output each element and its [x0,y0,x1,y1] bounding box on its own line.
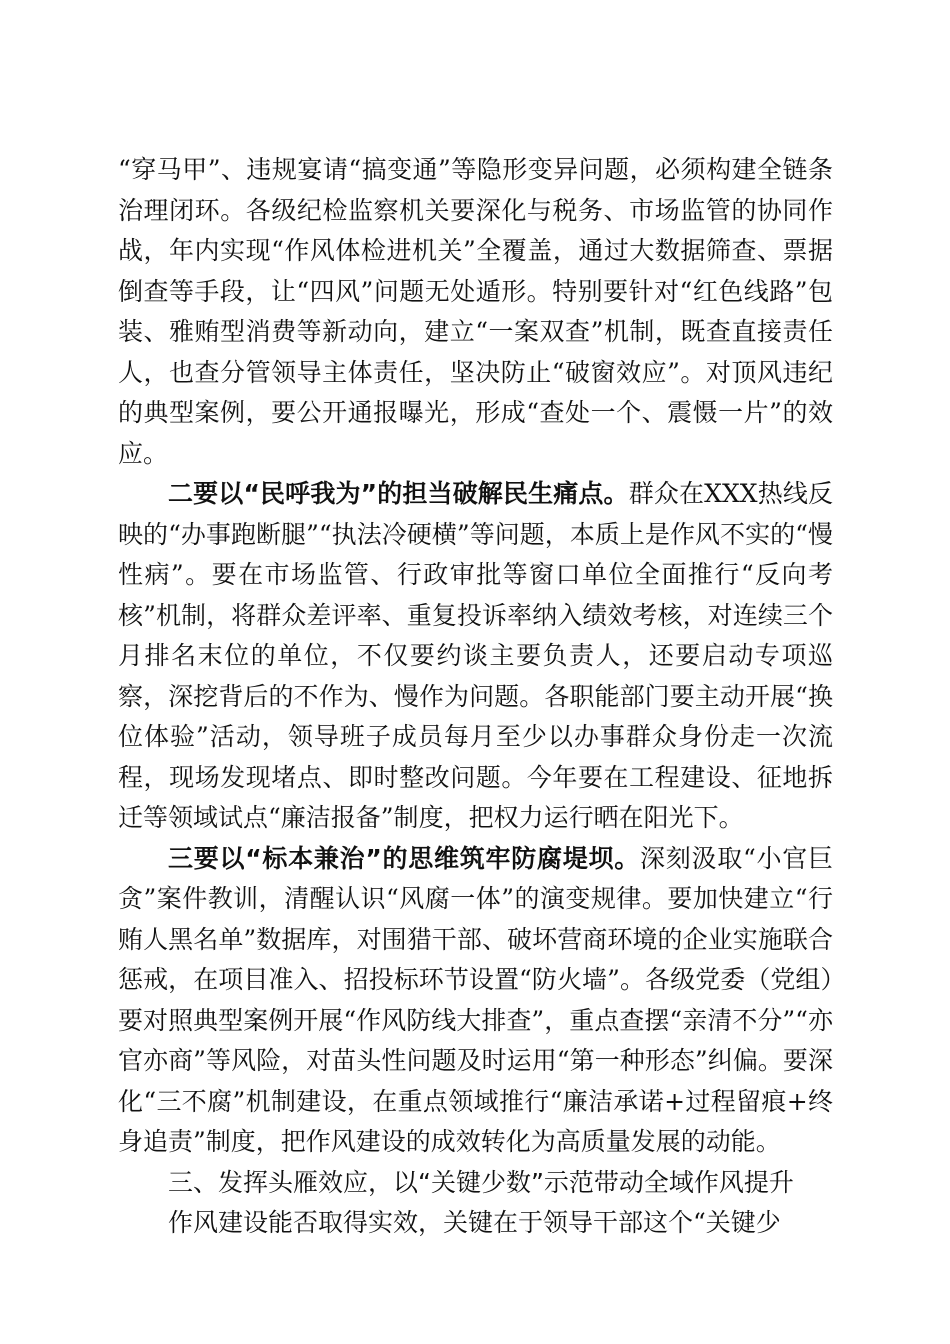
paragraph-text: “穿马甲”、违规宴请“搞变通”等隐形变异问题，必须构建全链条治理闭环。各级纪检监察机关要深化与税务、市场监管的协同作战，年内实现“作风体检进机关”全覆盖，通过大数据筛查、票据倒查等手段，让“四风”问题无处遁形。特别要针对“红色线路”包装、雅贿型消费等新动向，建立“一案双查”机制，既查直接责任人，也查分管领导主体责任，坚决防止“破窗效应”。对顶风违纪的典型案例，要公开通报曝光，形成“查处一个、震慑一片”的效应。 [118,155,833,468]
paragraph-text: 作风建设能否取得实效，关键在于领导干部这个“关键少 [168,1208,781,1237]
paragraph-section-intro [118,1203,833,1244]
paragraph-lead-sentence: 二要以“民呼我为”的担当破解民生痛点。 [168,479,629,508]
paragraph-point-three [118,839,833,1163]
paragraph-text: 深刻汲取“小官巨贪”案件教训，清醒认识“风腐一体”的演变规律。要加快建立“行贿人黑名单”数据库，对围猎干部、破坏营商环境的企业实施联合惩戒，在项目准入、招投标环节设置“防火墙”。各级党委（党组）要对照典型案例开展“作风防线大排查”，重点查摆“亲清不分”“亦官亦商”等风险，对苗头性问题及时运用“第一种形态”纠偏。要深化“三不腐”机制建设，在重点领域推行“廉洁承诺+过程留痕+终身追责”制度，把作风建设的成效转化为高质量发展的动能。 [118,843,833,1156]
document-body [118,150,833,1244]
paragraph-point-two [118,474,833,839]
paragraph-lead-sentence: 三要以“标本兼治”的思维筑牢防腐堤坝。 [168,843,640,873]
section-heading: 三、发挥头雁效应，以“关键少数”示范带动全域作风提升 [168,1167,794,1197]
paragraph-text: 群众在XXX热线反映的“办事跑断腿”“执法冷硬横”等问题，本质上是作风不实的“慢性病”。要在市场监管、行政审批等窗口单位全面推行“反向考核”机制，将群众差评率、重复投诉率纳入绩效考核，对连续三个月排名末位的单位，不仅要约谈主要负责人，还要启动专项巡察，深挖背后的不作为、慢作为问题。各职能部门要主动开展“换位体验”活动，领导班子成员每月至少以办事群众身份走一次流程，现场发现堵点、即时整改问题。今年要在工程建设、征地拆迁等领域试点“廉洁报备”制度，把权力运行晒在阳光下。 [118,479,833,832]
paragraph-continuation [118,150,833,474]
